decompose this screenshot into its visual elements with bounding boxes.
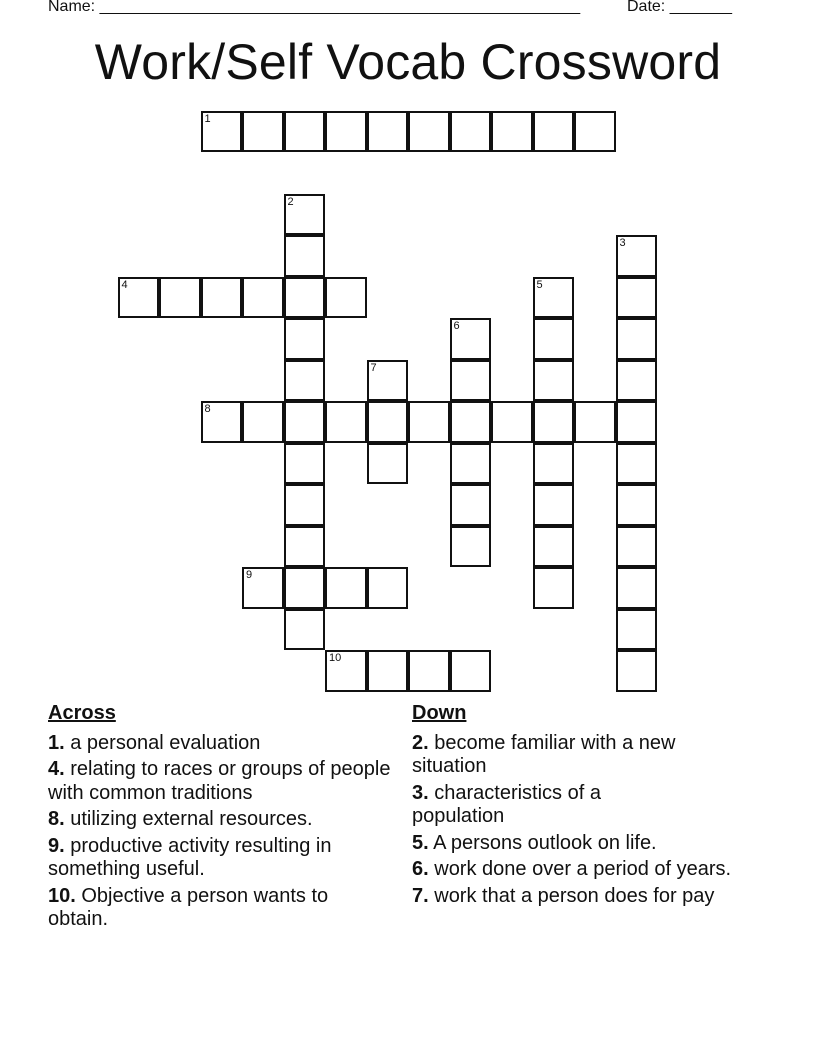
clue-item (412, 782, 662, 829)
grid-cell[interactable] (284, 318, 326, 360)
clue-number: 6. (412, 858, 429, 880)
grid-cell[interactable] (284, 567, 326, 609)
grid-cell[interactable] (242, 277, 284, 319)
grid-cell[interactable] (616, 401, 658, 443)
across-clues (48, 702, 408, 935)
grid-cell[interactable] (367, 360, 409, 402)
grid-cell[interactable] (574, 401, 616, 443)
clue-number: 1. (48, 731, 65, 754)
clue-text: a personal evaluation (64, 731, 261, 754)
grid-cell[interactable] (284, 526, 326, 568)
grid-cell[interactable] (284, 609, 326, 651)
clue-text: characteristics of a population (412, 781, 601, 827)
grid-cell[interactable] (533, 526, 575, 568)
grid-cell[interactable] (325, 401, 367, 443)
clue-text: utilizing external resources. (64, 808, 313, 830)
grid-cell[interactable] (533, 318, 575, 360)
grid-cell[interactable] (616, 443, 658, 485)
clue-item (48, 758, 404, 805)
clue-text: relating to races or groups of people with common traditions (48, 758, 391, 804)
grid-cell[interactable] (616, 318, 658, 360)
clue-text: work done over a period of years. (428, 858, 732, 880)
grid-cell[interactable] (201, 111, 243, 153)
grid-cell[interactable] (325, 567, 367, 609)
grid-cell[interactable] (450, 318, 492, 360)
grid-cell[interactable] (533, 567, 575, 609)
grid-cell[interactable] (159, 277, 201, 319)
clue-number: 10. (48, 884, 76, 907)
clue-item (48, 808, 408, 832)
cell-number: 4 (121, 278, 128, 291)
clue-number: 5. (412, 831, 429, 854)
clue-number: 3. (412, 781, 429, 804)
cell-number: 3 (619, 237, 626, 249)
grid-cell[interactable] (284, 484, 326, 526)
grid-cell[interactable] (284, 235, 326, 277)
grid-cell[interactable] (408, 650, 450, 692)
grid-cell[interactable] (284, 443, 326, 485)
clue-item (48, 885, 378, 932)
grid-cell[interactable] (450, 111, 492, 153)
grid-cell[interactable] (616, 567, 658, 609)
cell-number: 1 (204, 112, 211, 125)
grid-cell[interactable] (242, 567, 284, 609)
grid-cell[interactable] (574, 111, 616, 153)
clue-item (412, 832, 772, 856)
date-field-label: Date: _______ (627, 0, 732, 15)
clue-number: 7. (412, 884, 429, 907)
clue-item (412, 885, 742, 909)
grid-cell[interactable] (450, 484, 492, 526)
clue-number: 4. (48, 758, 65, 780)
grid-cell[interactable] (325, 277, 367, 319)
clue-text: work that a person does for pay (428, 884, 715, 907)
grid-cell[interactable] (284, 111, 326, 153)
clue-number: 9. (48, 834, 65, 857)
clue-item (48, 732, 408, 756)
cell-number: 5 (536, 278, 543, 291)
grid-cell[interactable] (616, 360, 658, 402)
grid-cell[interactable] (450, 443, 492, 485)
grid-cell[interactable] (450, 650, 492, 692)
grid-cell[interactable] (325, 111, 367, 153)
cell-number: 7 (370, 361, 377, 374)
grid-cell[interactable] (450, 401, 492, 443)
grid-cell[interactable] (242, 401, 284, 443)
grid-cell[interactable] (367, 650, 409, 692)
grid-cell[interactable] (616, 609, 658, 651)
clue-text: Objective a person wants to obtain. (48, 884, 329, 930)
grid-cell[interactable] (201, 401, 243, 443)
grid-cell[interactable] (284, 360, 326, 402)
grid-cell[interactable] (491, 401, 533, 443)
clue-text: productive activity resulting in something useful. (48, 834, 332, 880)
grid-cell[interactable] (616, 235, 658, 277)
grid-cell[interactable] (408, 111, 450, 153)
grid-cell[interactable] (284, 194, 326, 236)
grid-cell[interactable] (367, 111, 409, 153)
grid-cell[interactable] (616, 650, 658, 692)
name-field-label: Name: ______________________________________________________ (48, 0, 581, 15)
down-heading: Down (412, 702, 467, 724)
clue-item (48, 835, 378, 882)
clue-number: 2. (412, 731, 429, 754)
page-title: Work/Self Vocab Crossword (94, 34, 722, 90)
grid-cell[interactable] (408, 401, 450, 443)
cell-number: 10 (329, 652, 342, 664)
grid-cell[interactable] (616, 484, 658, 526)
across-heading: Across (48, 702, 116, 724)
grid-cell[interactable] (533, 111, 575, 153)
clue-number: 8. (48, 808, 65, 830)
grid-cell[interactable] (533, 443, 575, 485)
grid-cell[interactable] (450, 360, 492, 402)
cell-number: 6 (453, 320, 460, 332)
grid-cell[interactable] (284, 401, 326, 443)
grid-cell[interactable] (118, 277, 160, 319)
down-clues (412, 702, 772, 911)
grid-cell[interactable] (533, 401, 575, 443)
clue-item (412, 858, 742, 882)
cell-number: 2 (287, 195, 294, 208)
grid-cell[interactable] (284, 277, 326, 319)
clue-text: A persons outlook on life. (428, 831, 657, 854)
grid-cell[interactable] (367, 567, 409, 609)
grid-cell[interactable] (533, 360, 575, 402)
clue-item (412, 732, 742, 779)
grid-cell[interactable] (242, 111, 284, 153)
clue-text: become familiar with a new situation (412, 731, 676, 777)
cell-number: 9 (246, 569, 253, 581)
grid-cell[interactable] (533, 277, 575, 319)
grid-cell[interactable] (450, 526, 492, 568)
grid-cell[interactable] (367, 401, 409, 443)
grid-cell[interactable] (533, 484, 575, 526)
cell-number: 8 (204, 403, 211, 415)
grid-cell[interactable] (201, 277, 243, 319)
grid-cell[interactable] (325, 650, 367, 692)
grid-cell[interactable] (616, 277, 658, 319)
grid-cell[interactable] (616, 526, 658, 568)
grid-cell[interactable] (367, 443, 409, 485)
grid-cell[interactable] (491, 111, 533, 153)
